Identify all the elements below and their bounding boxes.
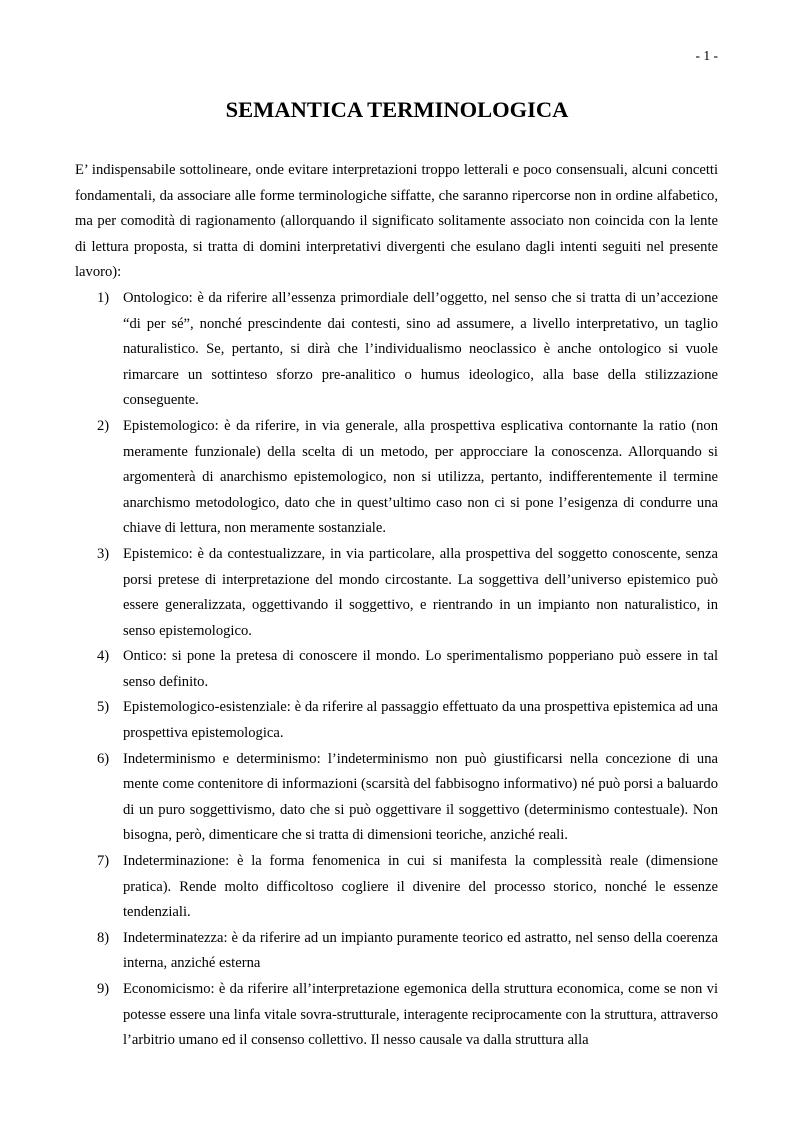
definition-text: Ontologico: è da riferire all’essenza primordiale dell’oggetto, nel senso che si tratta di un’accezione “di per sé”, nonché prescindente dai contesti, sino ad assumere, a livello interpretativo, un taglio naturalistico. Se, pertanto, si dirà che l’individualismo neoclassico è anche ontologico si vuole rimarcare un sottinteso sforzo pre-analitico o humus ideologico, alla base della stilizzazione conseguente. <box>123 289 718 409</box>
definition-text: Ontico: si pone la pretesa di conoscere il mondo. Lo sperimentalismo popperiano può essere in tal senso definito. <box>123 648 718 690</box>
page-number: - 1 - <box>695 48 718 63</box>
intro-paragraph: E’ indispensabile sottolineare, onde evitare interpretazioni troppo letterali e poco consensuali, alcuni concetti fondamentali, da associare alle forme terminologiche siffatte, che saranno ripercorse non in ordine alfabetico, ma per comodità di ragionamento (allorquando il significato solitamente associato non coincida con la lente di lettura proposta, si tratta di domini interpretativi divergenti che esulano dagli intenti seguiti nel presente lavoro): <box>75 162 718 281</box>
definition-text: Epistemologico: è da riferire, in via generale, alla prospettiva esplicativa contornante la ratio (non meramente funzionale) della scelta di un metodo, per approcciare la conoscenza. Allorquando si argomenterà di anarchismo epistemologico, non si utilizza, pertanto, indifferentemente il termine anarchismo metodologico, dato che in quest’ultimo caso non ci si pone l’esigenza di condurre una chiave di lettura, non meramente sostanziale. <box>123 417 718 537</box>
definition-item <box>75 695 718 746</box>
definition-number: 3) <box>97 545 110 562</box>
definition-item <box>75 747 718 849</box>
document-body <box>75 158 718 1054</box>
definition-item <box>75 542 718 644</box>
definitions-list <box>75 286 718 1054</box>
definition-item <box>75 414 718 542</box>
definition-item <box>75 977 718 1054</box>
definition-item <box>75 286 718 414</box>
definition-text: Epistemico: è da contestualizzare, in via particolare, alla prospettiva del soggetto conoscente, senza porsi pretese di interpretazione del mondo circostante. La soggettiva dell’universo epistemico può essere generalizzata, oggettivando il soggettivo, e rientrando in un impianto non naturalistico, in senso epistemologico. <box>123 545 718 639</box>
definition-number: 7) <box>97 853 110 870</box>
definition-number: 8) <box>97 929 110 946</box>
definition-text: Indeterminatezza: è da riferire ad un impianto puramente teorico ed astratto, nel senso della coerenza interna, anziché esterna <box>123 929 718 972</box>
definition-text: Economicismo: è da riferire all’interpretazione egemonica della struttura economica, come se non vi potesse essere una linfa vitale sovra-strutturale, interagente reciprocamente con la struttura, attraverso l’arbitrio umano ed il consenso collettivo. Il nesso causale va dalla struttura alla <box>123 981 718 1049</box>
definition-item <box>75 926 718 977</box>
definition-text: Epistemologico-esistenziale: è da riferire al passaggio effettuato da una prospettiva epistemica ad una prospettiva epistemologica. <box>123 699 718 742</box>
definition-number: 1) <box>97 289 110 306</box>
page-title: SEMANTICA TERMINOLOGICA <box>225 97 569 122</box>
definition-text: Indeterminismo e determinismo: l’indeterminismo non può giustificarsi nella concezione di una mente come contenitore di informazioni (scarsità del fabbisogno informativo) né può porsi a baluardo di un puro soggettivismo, dato che si può oggettivare il soggettivo (determinismo contestuale). Non bisogna, però, dimenticare che si tratta di dimensioni teoriche, anziché reali. <box>123 750 718 844</box>
definition-item <box>75 644 718 695</box>
definition-number: 9) <box>97 981 110 997</box>
definition-number: 6) <box>97 750 110 767</box>
definition-text: Indeterminazione: è la forma fenomenica in cui si manifesta la complessità reale (dimensione pratica). Rende molto difficoltoso cogliere il divenire del processo storico, nonché le essenze tendenziali. <box>123 853 718 921</box>
definition-number: 5) <box>97 699 110 716</box>
definition-number: 4) <box>97 648 110 665</box>
definition-number: 2) <box>97 417 110 434</box>
definition-item <box>75 849 718 926</box>
